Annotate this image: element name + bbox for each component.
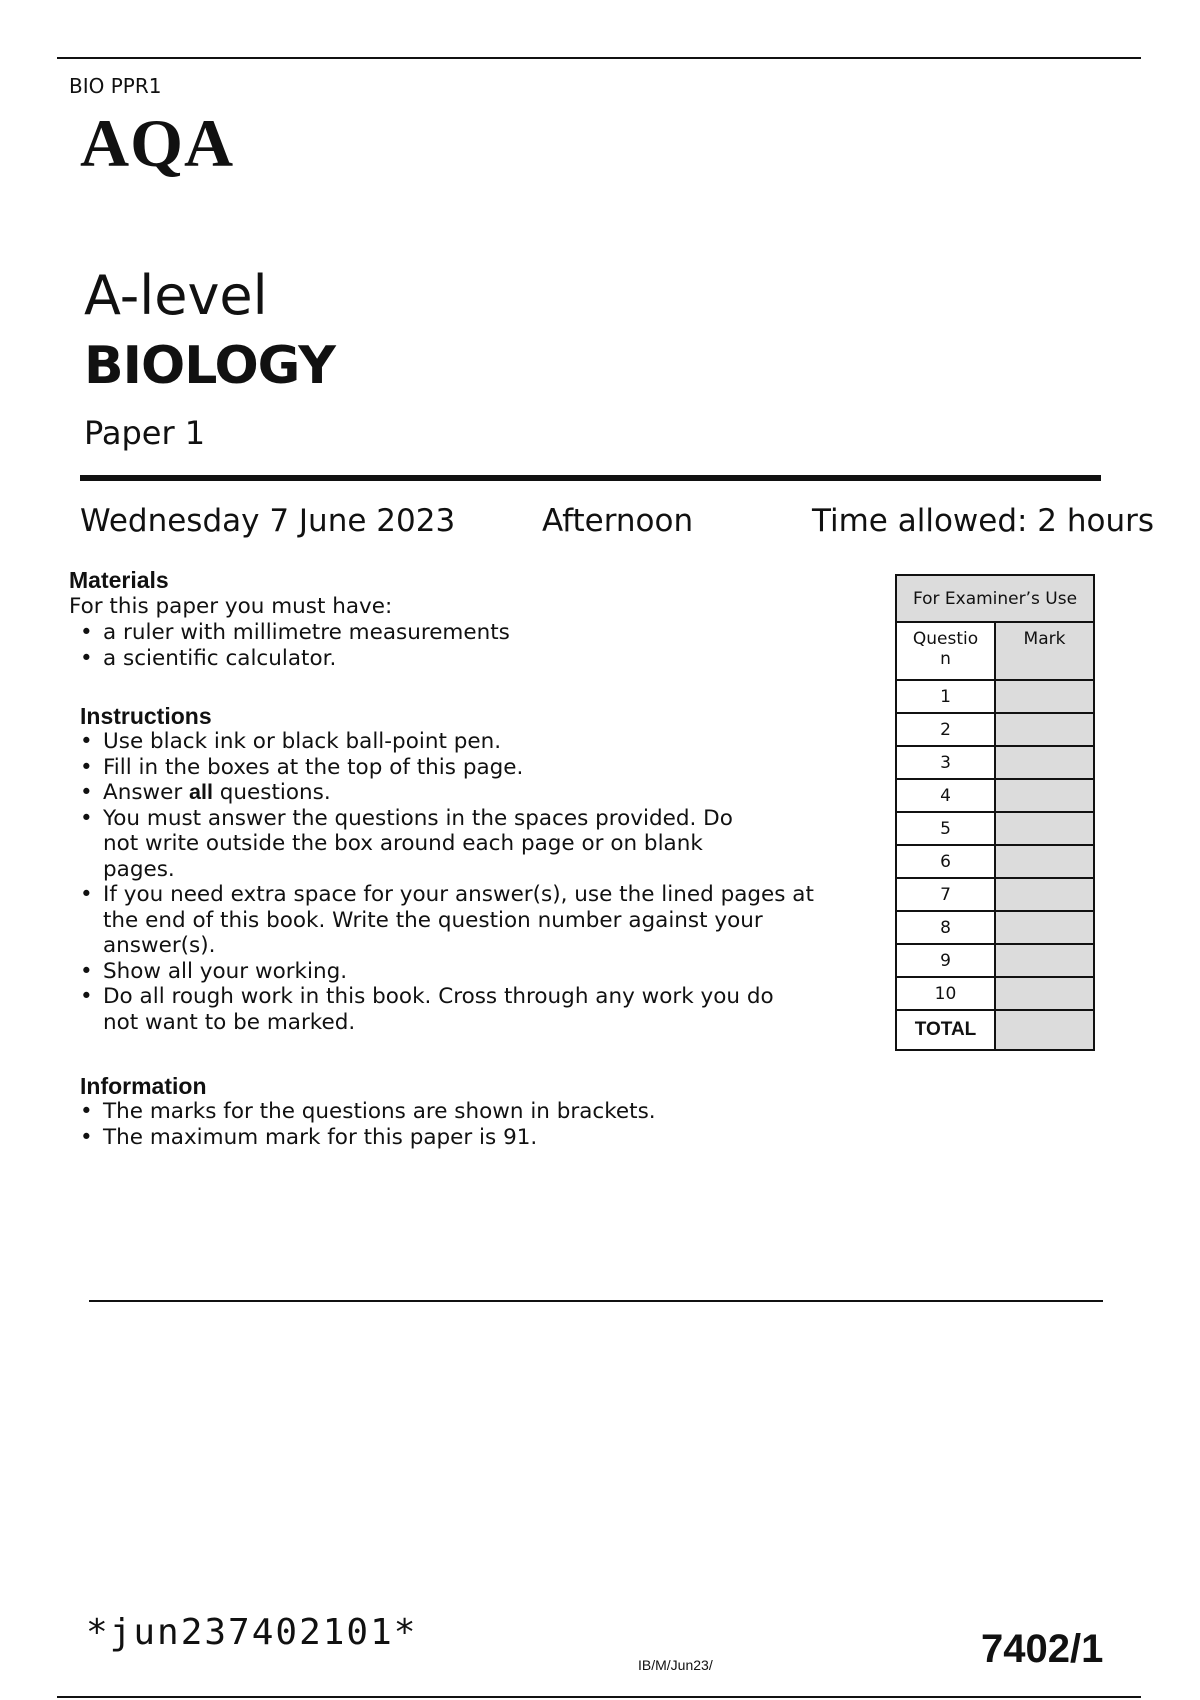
mark-cell	[995, 878, 1094, 911]
aqa-logo: AQA	[80, 105, 235, 181]
list-item-text: Do all rough work in this book. Cross through any work you do not want to be marked.	[103, 984, 774, 1035]
title-rule	[80, 475, 1101, 481]
question-number: 1	[896, 680, 995, 713]
bottom-rule	[57, 1696, 1141, 1698]
paper-number: Paper 1	[84, 414, 206, 452]
question-number: 2	[896, 713, 995, 746]
question-number: 7	[896, 878, 995, 911]
question-column-header	[896, 622, 995, 680]
list-item: • Show all your working.	[80, 959, 850, 985]
total-mark-cell	[995, 1010, 1094, 1050]
question-number: 8	[896, 911, 995, 944]
information-heading: Information	[80, 1073, 207, 1099]
subject-title: BIOLOGY	[84, 336, 335, 396]
total-label: TOTAL	[896, 1010, 995, 1050]
centre-code: BIO PPR1	[69, 74, 162, 98]
list-item-text: If you need extra space for your answer(s), use the lined pages at the end of this book. Write the question number against your answer(s).	[103, 882, 814, 958]
time-allowed: Time allowed: 2 hours	[812, 503, 1155, 539]
examiner-use-table	[895, 574, 1095, 1051]
instructions-heading: Instructions	[80, 703, 212, 729]
mark-cell	[995, 680, 1094, 713]
answer-all-post: questions.	[212, 780, 331, 805]
exam-session: Afternoon	[542, 503, 694, 539]
question-number: 9	[896, 944, 995, 977]
mark-cell	[995, 977, 1094, 1010]
barcode-text: *jun237402101*	[86, 1612, 418, 1653]
qualification-level: A-level	[84, 264, 268, 327]
instructions-list	[80, 729, 850, 1035]
list-item: • The maximum mark for this paper is 91.	[80, 1125, 840, 1151]
materials-intro: For this paper you must have:	[69, 594, 393, 619]
mark-cell	[995, 713, 1094, 746]
mark-cell	[995, 944, 1094, 977]
list-item: • a ruler with millimetre measurements	[80, 620, 800, 646]
list-item	[80, 984, 850, 1035]
mark-cell	[995, 845, 1094, 878]
list-item: • Use black ink or black ball-point pen.	[80, 729, 850, 755]
list-item	[80, 882, 850, 959]
question-number: 3	[896, 746, 995, 779]
top-rule	[57, 57, 1141, 59]
mark-cell	[995, 911, 1094, 944]
list-item	[80, 806, 850, 883]
list-item: • The marks for the questions are shown in brackets.	[80, 1099, 840, 1125]
question-column-label: Question	[912, 629, 979, 669]
materials-list	[80, 620, 800, 671]
paper-code: 7402/1	[981, 1627, 1104, 1671]
exam-date: Wednesday 7 June 2023	[80, 503, 456, 539]
mark-column-header: Mark	[995, 622, 1094, 680]
answer-all-emphasis: all	[189, 780, 213, 804]
question-number: 10	[896, 977, 995, 1010]
footer-reference: IB/M/Jun23/	[638, 1657, 713, 1673]
question-number: 5	[896, 812, 995, 845]
list-item: • a scientific calculator.	[80, 646, 800, 672]
lower-rule	[89, 1300, 1103, 1302]
information-list	[80, 1099, 840, 1150]
mark-cell	[995, 779, 1094, 812]
mark-cell	[995, 812, 1094, 845]
list-item-text: You must answer the questions in the spaces provided. Do not write outside the box around each page or on blank pages.	[103, 805, 733, 882]
list-item: • Fill in the boxes at the top of this page.	[80, 755, 850, 781]
question-number: 6	[896, 845, 995, 878]
answer-all-pre: Answer	[103, 780, 190, 805]
list-item	[80, 780, 850, 806]
materials-heading: Materials	[69, 567, 169, 593]
examiner-table-header: For Examiner’s Use	[896, 575, 1094, 622]
question-number: 4	[896, 779, 995, 812]
mark-cell	[995, 746, 1094, 779]
